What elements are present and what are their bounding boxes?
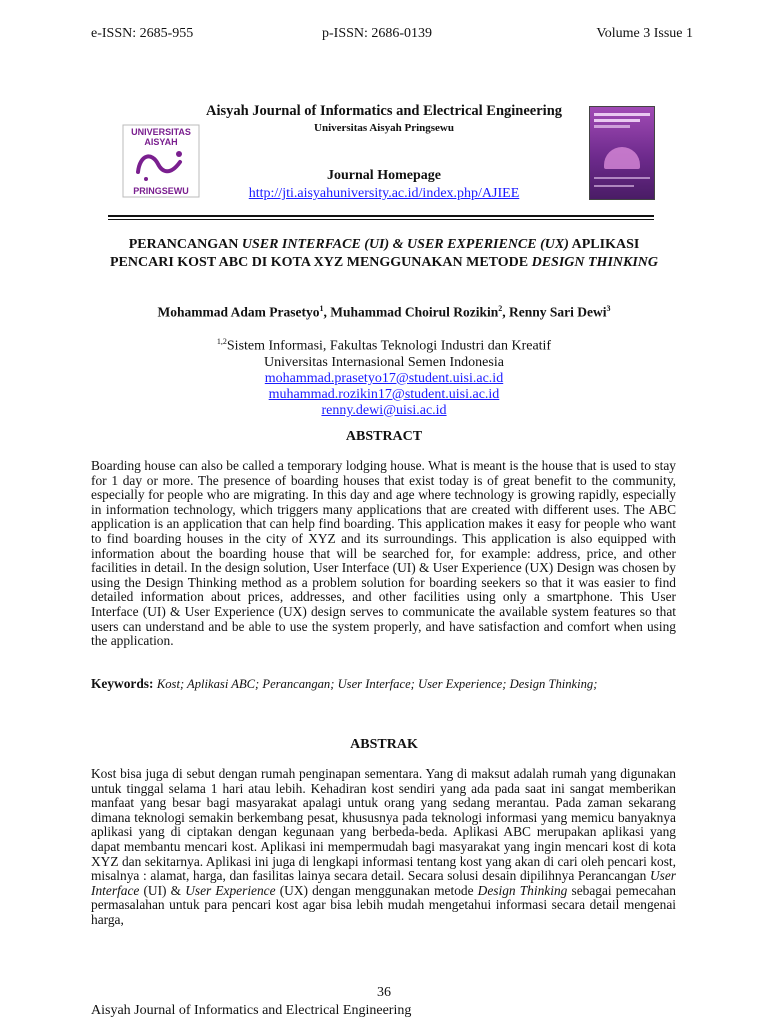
- header-rule-thin: [108, 219, 654, 220]
- abstrak-part-italic: Design Thinking: [477, 882, 568, 898]
- page-number: 36: [377, 985, 391, 1000]
- abstrak-part: (UX) dengan menggunakan metode: [275, 882, 478, 898]
- email-link[interactable]: renny.dewi@uisi.ac.id: [321, 402, 447, 418]
- author-sup: 1: [319, 304, 324, 313]
- affiliation-line: Sistem Informasi, Fakultas Teknologi Industri dan Kreatif: [226, 338, 552, 354]
- abstrak-heading: ABSTRAK: [350, 737, 418, 752]
- affiliation-block: [0, 334, 768, 419]
- abstract-heading: ABSTRACT: [345, 429, 423, 444]
- abstract-text: Boarding house can also be called a temporary lodging house. What is meant is the house that is used to stay for 1 day or more. The presence of boarding houses that exist today is of great benefit to the community, especially for people who are migrating. In this day and age where technology is growing rapidly, especially in information technology, which triggers many applications that are created with different uses. The ABC application is an application that can help find boarding. This application makes it easy for people who want to find boarding houses in the city of XYZ and its surroundings. This application is also equipped with information about the boarding house that will be searched for, for example: address, price, and other facilities in detail. In the design solution, User Interface (UI) & User Experience (UX) Design was chosen by using the Design Thinking method as a problem solution for boarding seekers so that it was easier to find detailed information about prices, addresses, and other facilities using only a smartphone. This User Interface (UI) & User Experience (UX) design serves to communicate the available system features so that users can understand and be able to use the system properly, and have satisfaction and comfort when using the application.: [91, 458, 676, 649]
- keywords-value: Kost; Aplikasi ABC; Perancangan; User Interface; User Experience; Design Thinking;: [156, 677, 598, 691]
- affiliation-sup: 1,2: [216, 337, 227, 346]
- journal-title: Aisyah Journal of Informatics and Electrical Engineering: [205, 103, 563, 119]
- article-title: [96, 236, 672, 272]
- pissn-header: p-ISSN: 2686-0139: [322, 26, 433, 41]
- abstrak-part: Kost bisa juga di sebut dengan rumah penginapan sementara. Yang di maksut adalah rumah yang digunakan untuk tinggal selama 1 hari atau lebih. Kehadiran kost sendiri yang ada pada saat ini sangat memberikan manfaat yang besar bagi masyarakat apalagi untuk orang yang sedang merantau. Pada zaman sekarang dimana teknologi semakin berkembang pesat, khususnya pada teknologi informasi yang memicu banyaknya aplikasi yang di ciptakan dengan kegunaan yang berbeda-beda. Aplikasi ABC merupakan aplikasi yang dapat membantu mencari kost. Aplikasi ini mempermudah bagi masyarakat yang ingin mencari kost di kota XYZ dan sekitarnya. Aplikasi ini juga di lengkapi informasi tentang kost yang akan di cari oleh pencari kost, misalnya : alamat, harga, dan fasilitas lainya secara detail. Secara solusi desain dipilihnya Perancangan: [91, 766, 676, 884]
- author-sup: 3: [606, 304, 611, 313]
- volume-header: Volume 3 Issue 1: [596, 26, 693, 41]
- abstrak-part: sebagai pemecahan permasalahan untuk para pencari kost agar bisa lebih mudah mengetahui informasi secara detail mengenai harga,: [91, 882, 676, 927]
- journal-cover-image: [589, 106, 655, 200]
- author-name: Muhammad Choirul Rozikin: [330, 304, 499, 320]
- author-list: Mohammad Adam Prasetyo$^1$, Muhammad Choirul Rozikin$^2$, Renny Sari Dewi$^3$: [157, 304, 611, 320]
- keywords-label: Keywords:: [91, 676, 154, 691]
- email-link[interactable]: muhammad.rozikin17@student.uisi.ac.id: [268, 386, 500, 402]
- abstrak-part-italic: User Interface: [91, 868, 676, 898]
- title-part: PERANCANGAN: [128, 237, 242, 252]
- abstrak-text: [91, 767, 676, 928]
- svg-text:PRINGSEWU: PRINGSEWU: [133, 186, 189, 196]
- author-name: Renny Sari Dewi: [509, 304, 607, 320]
- email-link[interactable]: mohammad.prasetyo17@student.uisi.ac.id: [264, 370, 504, 386]
- abstrak-part-italic: User Experience: [185, 882, 276, 898]
- title-part: APLIKASI PENCARI KOST ABC DI KOTA XYZ MENGGUNAKAN METODE: [109, 237, 640, 270]
- svg-text:AISYAH: AISYAH: [144, 137, 178, 147]
- abstrak-part: (UI) &: [139, 882, 186, 898]
- journal-university: Universitas Aisyah Pringsewu: [314, 122, 454, 134]
- journal-homepage-link[interactable]: http://jti.aisyahuniversity.ac.id/index.php/AJIEE: [248, 186, 520, 201]
- title-part-italic: DESIGN THINKING: [531, 255, 659, 270]
- journal-homepage-label: Journal Homepage: [327, 168, 441, 183]
- eissn-header: e-ISSN: 2685-955: [91, 26, 194, 41]
- header-rule: [108, 215, 654, 217]
- affiliation-line: Universitas Internasional Semen Indonesia: [264, 354, 504, 370]
- author-name: Mohammad Adam Prasetyo: [157, 304, 320, 320]
- footer-journal-name: Aisyah Journal of Informatics and Electrical Engineering: [91, 1003, 412, 1018]
- author-sup: 2: [498, 304, 503, 313]
- svg-text:UNIVERSITAS: UNIVERSITAS: [131, 127, 191, 137]
- title-part-italic: USER INTERFACE (UI) & USER EXPERIENCE (UX): [241, 237, 569, 252]
- keywords-line: [91, 676, 676, 692]
